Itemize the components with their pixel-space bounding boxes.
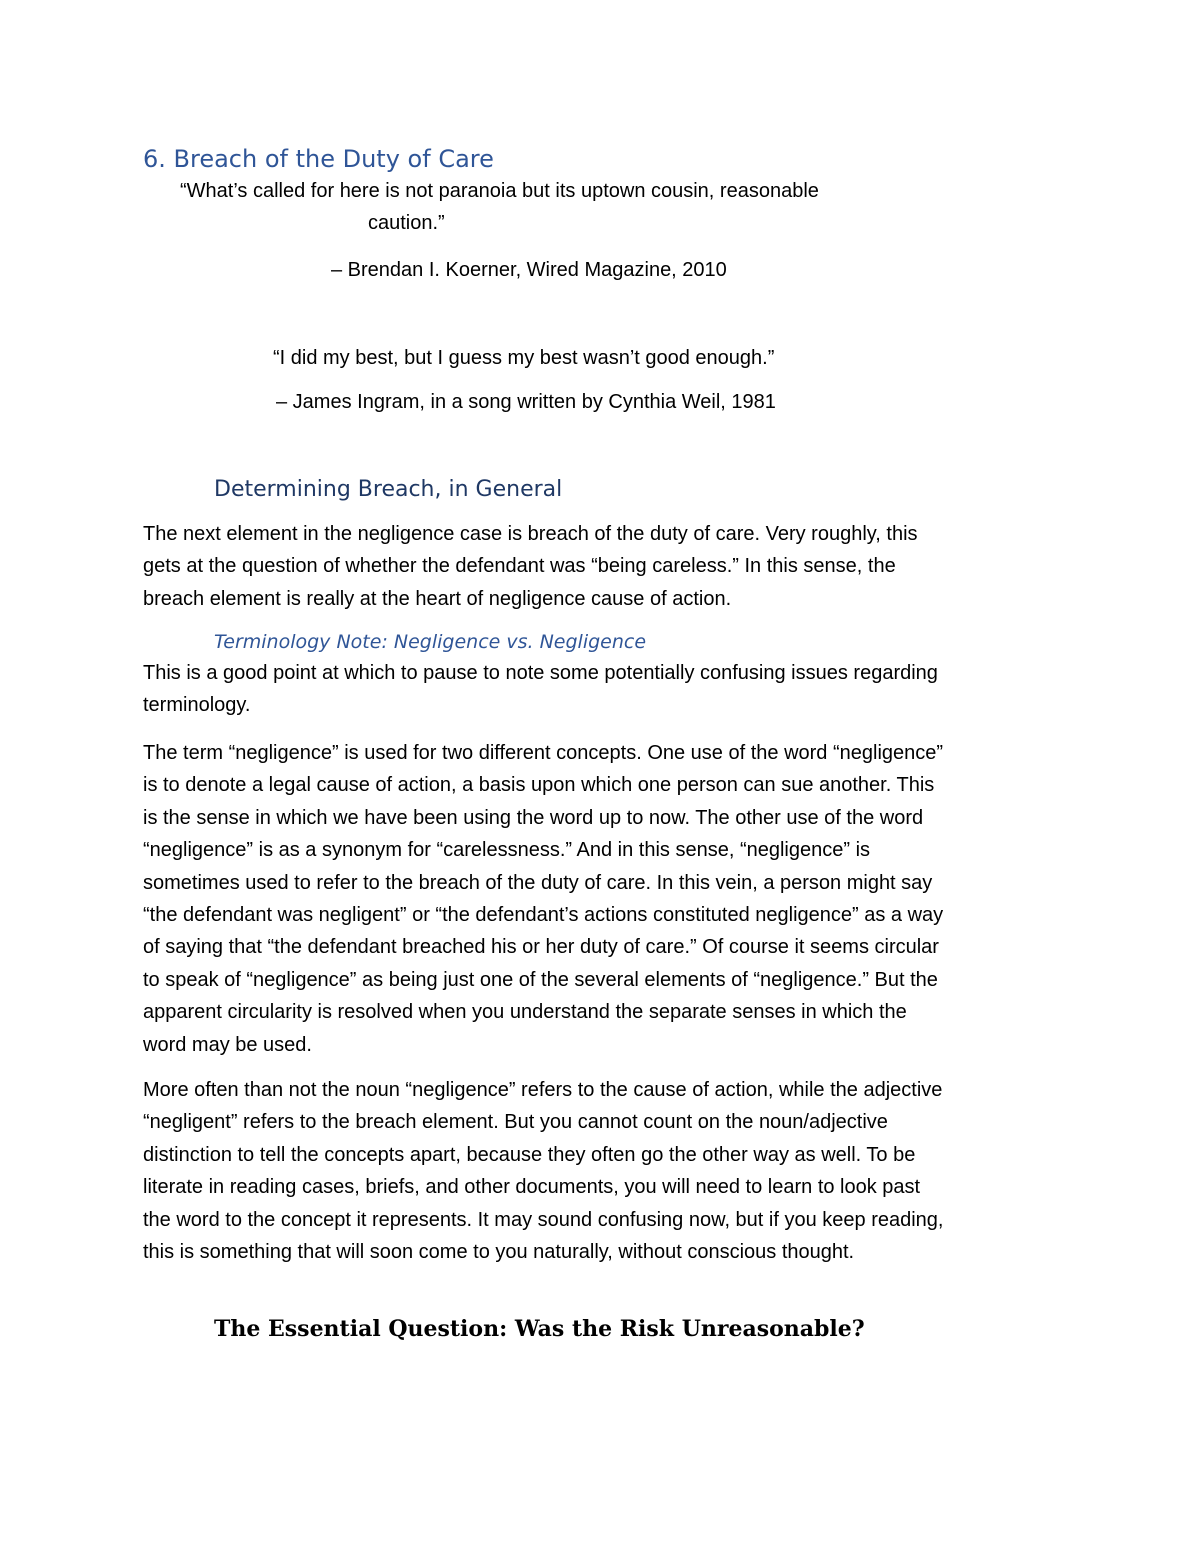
epigraph-quote-line: “What’s called for here is not paranoia but its uptown cousin, reasonable xyxy=(180,180,819,202)
epigraph-attribution: – Brendan I. Koerner, Wired Magazine, 2010 xyxy=(331,259,727,281)
section-heading: 6. Breach of the Duty of Care xyxy=(143,145,494,173)
paragraph-terminology-noun-adjective: More often than not the noun “negligence” refers to the cause of action, while the adjective “negligent” refers to the breach element. But you cannot count on the noun/adjective distinction to tell the concepts apart, because they often go the other way as well. To be literate in reading cases, briefs, and other documents, you will need to learn to look past the word to the concept it represents. It may sound confusing now, but if you keep reading, this is something that will soon come to you naturally, without conscious thought. xyxy=(143,1079,944,1264)
epigraph-attribution: – James Ingram, in a song written by Cynthia Weil, 1981 xyxy=(276,391,776,413)
paragraph-terminology-two-concepts: The term “negligence” is used for two different concepts. One use of the word “negligence” is to denote a legal cause of action, a basis upon which one person can sue another. This is the sense in which we have been using the word up to now. The other use of the word “negligence” is as a synonym for “carelessness.” And in this sense, “negligence” is sometimes used to refer to the breach of the duty of care. In this vein, a person might say “the defendant was negligent” or “the defendant’s actions constituted negligence” as a way of saying that “the defendant breached his or her duty of care.” Of course it seems circular to speak of “negligence” as being just one of the several elements of “negligence.” But the apparent circularity is resolved when you understand the separate senses in which the word may be used. xyxy=(143,742,944,1056)
terminology-note-heading: Terminology Note: Negligence vs. Negligence xyxy=(214,631,647,653)
epigraph-quote-line: caution.” xyxy=(368,212,445,234)
essential-question-heading: The Essential Question: Was the Risk Unreasonable? xyxy=(214,1316,865,1342)
subsection-heading: Determining Breach, in General xyxy=(214,477,563,502)
paragraph-determining-breach: The next element in the negligence case is breach of the duty of care. Very roughly, this gets at the question of whether the defendant was “being careless.” In this sense, the breach element is really at the heart of negligence cause of action. xyxy=(143,523,918,610)
epigraph-quote-line: “I did my best, but I guess my best wasn’t good enough.” xyxy=(273,347,775,369)
paragraph-terminology-intro: This is a good point at which to pause to note some potentially confusing issues regarding terminology. xyxy=(143,662,938,717)
